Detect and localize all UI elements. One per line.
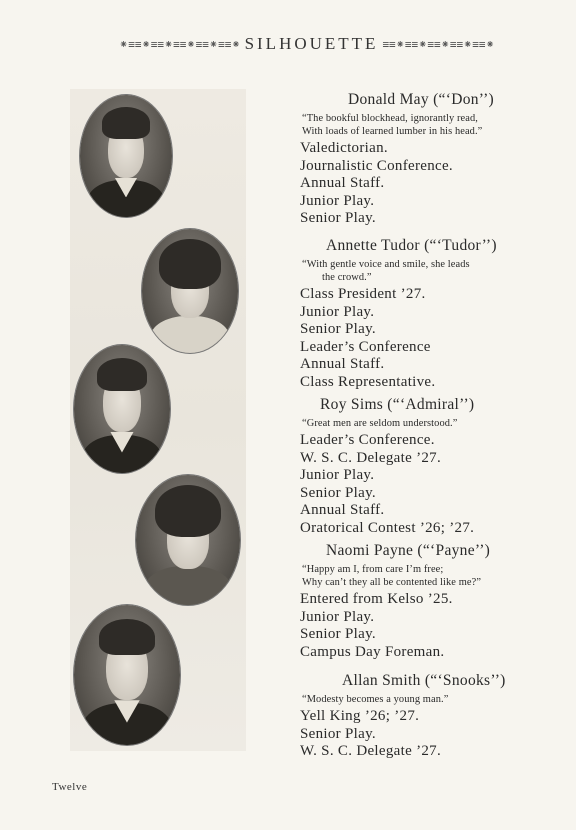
activity-item: Junior Play. xyxy=(300,467,375,483)
activity-item: Junior Play. xyxy=(300,608,375,625)
entry-roy-sims xyxy=(300,396,570,537)
activity-item: Junior Play. xyxy=(300,192,375,209)
entry-annette-tudor xyxy=(300,237,570,391)
activity-item: W. S. C. Delegate ’27. xyxy=(300,449,442,466)
portrait-naomi-payne xyxy=(136,475,240,605)
activity-item: Annual Staff. xyxy=(300,356,385,372)
portrait-roy-sims xyxy=(74,345,170,473)
portrait-panel xyxy=(70,89,246,751)
activity-list xyxy=(300,432,570,537)
activity-item: Senior Play. xyxy=(300,626,376,642)
header-title: SILHOUETTE xyxy=(244,34,379,53)
activity-list xyxy=(300,286,570,391)
activity-item: Senior Play. xyxy=(300,725,376,742)
activity-item: Oratorical Contest ’26; ’27. xyxy=(300,519,475,536)
activity-item: Journalistic Conference. xyxy=(300,157,453,174)
page-number: Twelve xyxy=(52,781,88,793)
entry-name: Roy Sims (“‘Admiral’’) xyxy=(320,396,475,413)
entry-name: Naomi Payne (“‘Payne’’) xyxy=(326,542,491,559)
activity-item: Leader’s Conference xyxy=(300,338,431,355)
activity-list xyxy=(300,708,570,761)
activity-item: Yell King ’26; ’27. xyxy=(300,708,420,724)
activity-item: Annual Staff. xyxy=(300,175,385,191)
page-header xyxy=(58,33,563,55)
activity-item: Junior Play. xyxy=(300,303,375,320)
activity-list xyxy=(300,591,570,661)
portrait-donald-may xyxy=(80,95,172,217)
entry-quote xyxy=(300,112,570,138)
activity-item: Valedictorian. xyxy=(300,140,388,156)
activity-item: W. S. C. Delegate ’27. xyxy=(300,743,442,759)
entry-quote xyxy=(300,417,570,430)
activity-item: Campus Day Foreman. xyxy=(300,643,445,660)
activity-item: Class President ’27. xyxy=(300,286,426,302)
activity-item: Leader’s Conference. xyxy=(300,432,435,448)
quote-line: Why can’t they all be contented like me?” xyxy=(302,577,482,588)
activity-item: Senior Play. xyxy=(300,321,376,337)
entry-quote xyxy=(300,693,570,706)
activity-list xyxy=(300,140,570,228)
portrait-annette-tudor xyxy=(142,229,238,353)
activity-item: Annual Staff. xyxy=(300,502,385,518)
quote-line: “With gentle voice and smile, she leads xyxy=(302,259,470,270)
quote-line: “Modesty becomes a young man.” xyxy=(302,694,449,705)
activity-item: Senior Play. xyxy=(300,210,376,226)
header-ornament-right: ≡≡⁕≡≡⁕≡≡⁕≡≡⁕≡≡⁕ xyxy=(382,37,495,51)
quote-line: the crowd.” xyxy=(322,272,372,283)
entry-name: Allan Smith (“‘Snooks’’) xyxy=(342,672,506,689)
entry-allan-smith xyxy=(300,672,570,761)
entry-naomi-payne xyxy=(300,542,570,661)
activity-item: Entered from Kelso ’25. xyxy=(300,591,453,607)
header-ornament-left: ⁕≡≡⁕≡≡⁕≡≡⁕≡≡⁕≡≡⁕ xyxy=(119,37,241,51)
activity-item: Senior Play. xyxy=(300,484,376,501)
quote-line: With loads of learned lumber in his head.” xyxy=(302,126,483,137)
portrait-allan-smith xyxy=(74,605,180,745)
quote-line: “The bookful blockhead, ignorantly read, xyxy=(302,113,478,124)
entry-name: Donald May (“‘Don’’) xyxy=(348,91,495,108)
entry-donald-may xyxy=(300,91,570,228)
entry-quote xyxy=(300,563,570,589)
entry-name: Annette Tudor (“‘Tudor’’) xyxy=(326,237,497,254)
quote-line: “Happy am I, from care I’m free; xyxy=(302,564,444,575)
activity-item: Class Representative. xyxy=(300,373,436,390)
quote-line: “Great men are seldom understood.” xyxy=(302,418,458,429)
entry-quote xyxy=(300,258,570,284)
